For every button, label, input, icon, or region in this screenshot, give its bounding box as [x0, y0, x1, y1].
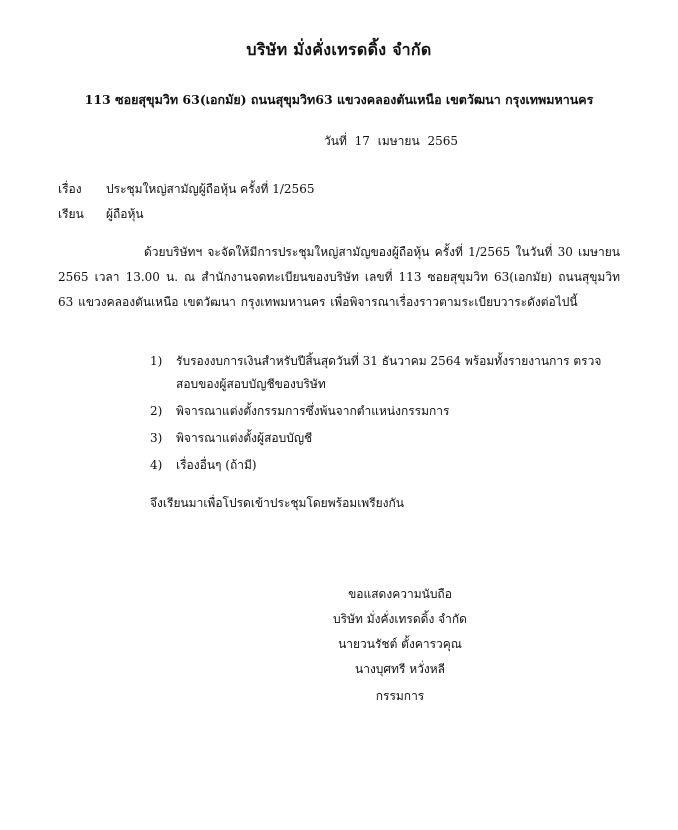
signature-block: [310, 582, 490, 709]
agenda-item-number: 1): [150, 354, 163, 368]
recipient-text: ผู้ถือหุ้น: [106, 207, 144, 221]
body-paragraph: ด้วยบริษัทฯ จะจัดให้มีการประชุมใหญ่สามัญของผู้ถือหุ้น ครั้งที่ 1/2565 ในวันที่ 30 เมษายน 2565 เวลา 13.00 น. ณ สำนักงานจดทะเบียนของบริษัท เลขที่ 113 ซอยสุขุมวิท 63(เอกมัย) ถนนสุขุมวิท 63 แขวงคลองตันเหนือ เขตวัฒนา กรุงเทพมหานคร เพื่อพิจารณาเรื่องราวตามระเบียบวาระดังต่อไปนี้: [58, 245, 620, 309]
agenda-item-text: เรื่องอื่นๆ (ถ้ามี): [176, 458, 257, 472]
signature-company: บริษัท มั่งคั่งเทรดดิ้ง จำกัด: [333, 612, 467, 626]
recipient-label: เรียน: [58, 207, 84, 221]
company-address: 113 ซอยสุขุมวิท 63(เอกมัย) ถนนสุขุมวิท63 แขวงคลองตันเหนือ เขตวัฒนา กรุงเทพมหานคร: [84, 92, 594, 107]
agenda-item-text: พิจารณาแต่งตั้งกรรมการซึ่งพ้นจากตำแหน่งกรรมการ: [176, 404, 450, 418]
signature-regards: ขอแสดงความนับถือ: [348, 587, 452, 601]
agenda-item: [150, 400, 622, 423]
signature-person-1: นายวนรัชต์ ตั้งคารวคุณ: [338, 637, 462, 651]
agenda-item-number: 4): [150, 458, 163, 472]
agenda-item-number: 2): [150, 404, 163, 418]
agenda-item-number: 3): [150, 431, 163, 445]
agenda-item-text: รับรองงบการเงินสำหรับปีสิ้นสุดวันที่ 31 ธันวาคม 2564 พร้อมทั้งรายงานการ ตรวจสอบของผู้สอบบัญชีของบริษัท: [176, 354, 602, 391]
agenda-item: [150, 427, 622, 450]
subject-label: เรื่อง: [58, 182, 82, 196]
agenda-item: [150, 454, 622, 477]
signature-person-2: นางบุศทรี หวั่งหลี: [355, 662, 445, 676]
signature-title: กรรมการ: [375, 689, 425, 703]
letter-date: วันที่ 17 เมษายน 2565: [324, 134, 458, 148]
agenda-item-text: พิจารณาแต่งตั้งผู้สอบบัญชี: [176, 431, 313, 445]
subject-line: [58, 180, 314, 199]
company-name: บริษัท มั่งคั่งเทรดดิ้ง จำกัด: [246, 40, 432, 59]
closing-line: จึงเรียนมาเพื่อโปรดเข้าประชุมโดยพร้อมเพรียงกัน: [150, 496, 405, 510]
recipient-line: [58, 205, 144, 224]
agenda-item: [150, 350, 622, 396]
subject-text: ประชุมใหญ่สามัญผู้ถือหุ้น ครั้งที่ 1/2565: [106, 182, 315, 196]
agenda-list: [150, 350, 622, 481]
